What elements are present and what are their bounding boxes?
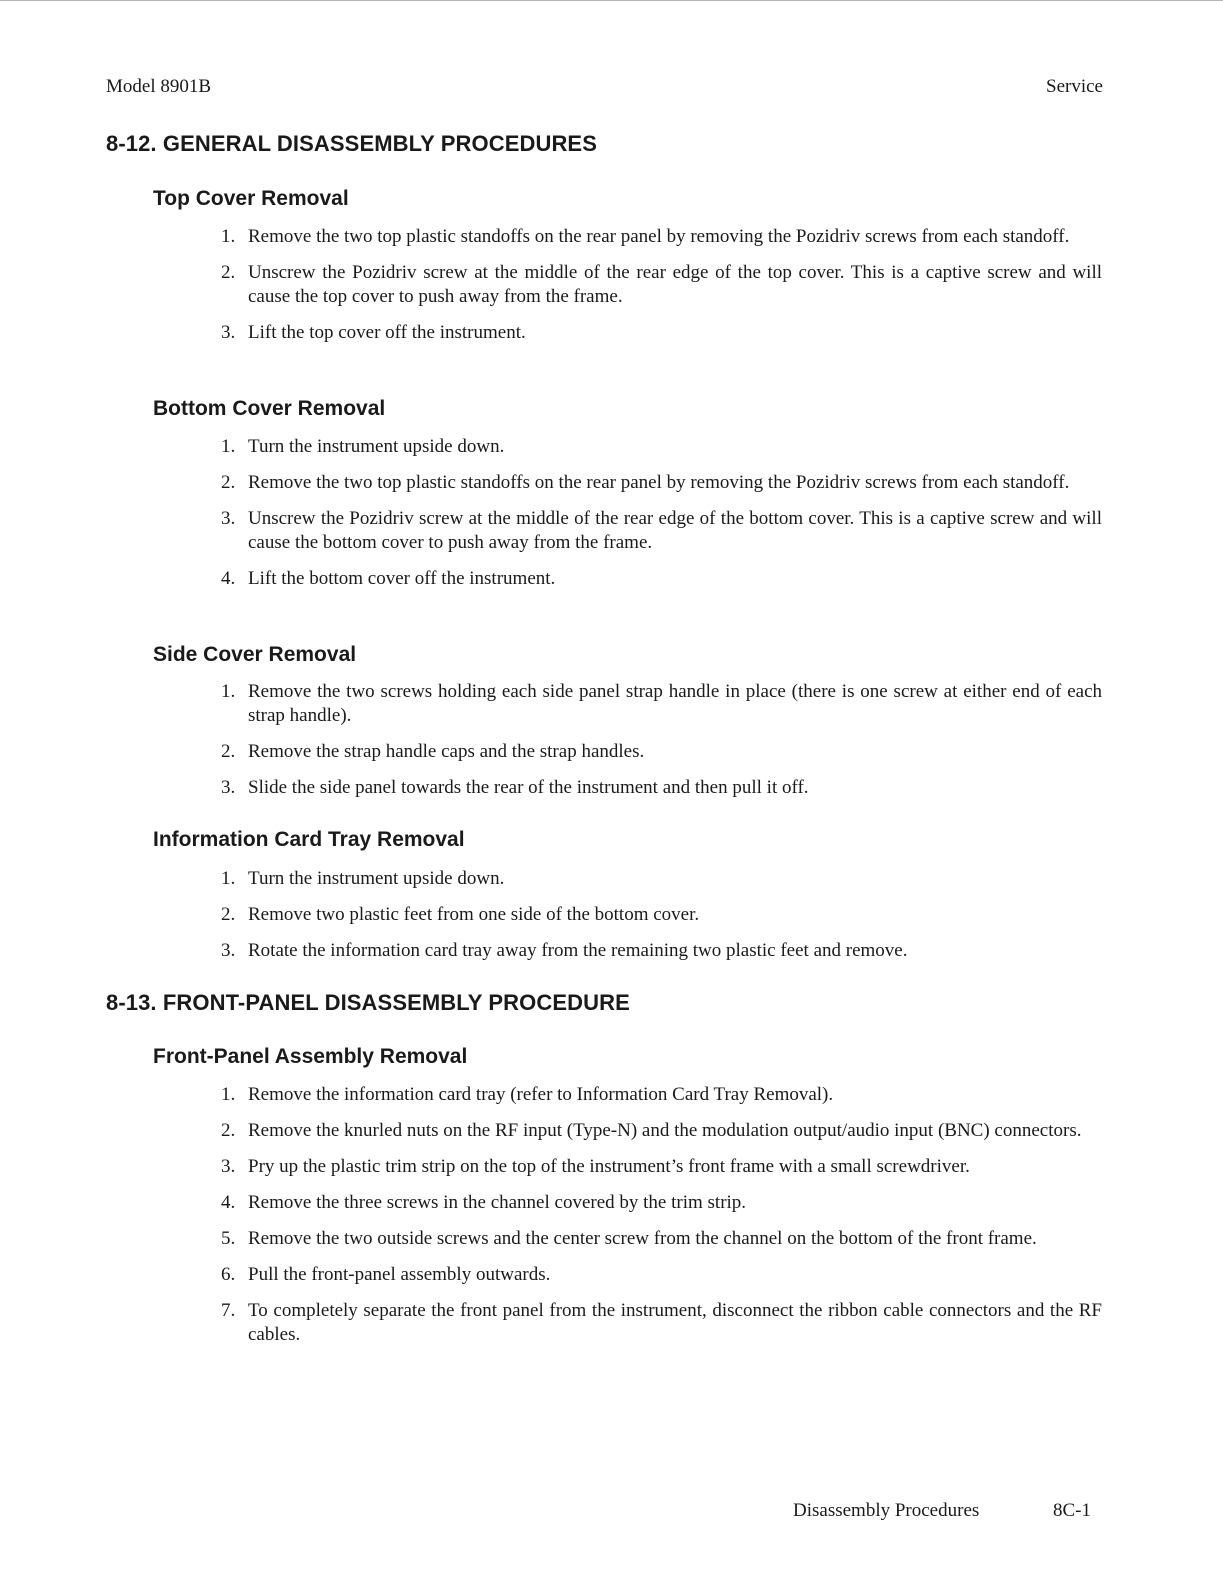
list-item: 3 . Lift the top cover off the instrument. (248, 321, 1102, 345)
step-number: 2 . (221, 903, 235, 927)
list-item: 2 . Remove two plastic feet from one side of the bottom cover. (248, 903, 1102, 927)
step-number: 5 . (221, 1227, 235, 1251)
step-number: 4 . (221, 1191, 235, 1215)
list-item: 1 . Remove the information card tray (refer to Information Card Tray Removal). (248, 1083, 1102, 1107)
list-item: 4 . Remove the three screws in the channel covered by the trim strip. (248, 1191, 1102, 1215)
subsection-heading-info-card-tray: Information Card Tray Removal (153, 828, 465, 851)
bottom-cover-steps (221, 435, 1102, 603)
step-number: 1 . (221, 680, 235, 704)
subsection-heading-top-cover: Top Cover Removal (153, 187, 349, 210)
side-cover-steps (221, 680, 1102, 812)
list-item: 3 . Unscrew the Pozidriv screw at the middle of the rear edge of the bottom cover. This is a captive screw and will cause the bottom cover to push away from the frame. (248, 507, 1102, 555)
section-heading-front-panel-disassembly: 8-13. FRONT-PANEL DISASSEMBLY PROCEDURE (106, 990, 630, 1015)
list-item: 4 . Lift the bottom cover off the instrument. (248, 567, 1102, 591)
list-item: 7 . To completely separate the front panel from the instrument, disconnect the ribbon cable connectors and the RF cables. (248, 1299, 1102, 1347)
footer-page-number: 8C-1 (1053, 1500, 1091, 1521)
list-item: 3 . Rotate the information card tray away from the remaining two plastic feet and remove. (248, 939, 1102, 963)
list-item: 1 . Turn the instrument upside down. (248, 867, 1102, 891)
list-item: 5 . Remove the two outside screws and the center screw from the channel on the bottom of the front frame. (248, 1227, 1102, 1251)
subsection-heading-front-panel-assembly: Front-Panel Assembly Removal (153, 1045, 468, 1068)
step-number: 1 . (221, 1083, 235, 1107)
info-card-tray-steps (221, 867, 1102, 975)
header-model: Model 8901B (106, 76, 212, 97)
footer-chapter-title: Disassembly Procedures (793, 1500, 980, 1521)
subsection-heading-side-cover: Side Cover Removal (153, 643, 357, 666)
list-item: 3 . Slide the side panel towards the rear of the instrument and then pull it off. (248, 776, 1102, 800)
top-rule (0, 0, 1223, 1)
step-number: 2 . (221, 1119, 235, 1143)
list-item: 6 . Pull the front-panel assembly outwards. (248, 1263, 1102, 1287)
step-number: 2 . (221, 261, 235, 285)
step-number: 3 . (221, 1155, 235, 1179)
step-number: 2 . (221, 471, 235, 495)
step-number: 2 . (221, 740, 235, 764)
list-item: 1 . Turn the instrument upside down. (248, 435, 1102, 459)
top-cover-steps (221, 225, 1102, 357)
step-number: 7 . (221, 1299, 235, 1323)
step-number: 3 . (221, 507, 235, 531)
step-number: 1 . (221, 435, 235, 459)
list-item: 2 . Remove the two top plastic standoffs on the rear panel by removing the Pozidriv screws from each standoff. (248, 471, 1102, 495)
list-item: 1 . Remove the two screws holding each side panel strap handle in place (there is one screw at either end of each strap handle). (248, 680, 1102, 728)
step-number: 3 . (221, 321, 235, 345)
subsection-heading-bottom-cover: Bottom Cover Removal (153, 397, 386, 420)
step-number: 3 . (221, 776, 235, 800)
list-item: 2 . Remove the knurled nuts on the RF input (Type-N) and the modulation output/audio input (BNC) connectors. (248, 1119, 1102, 1143)
section-heading-general-disassembly: 8-12. GENERAL DISASSEMBLY PROCEDURES (106, 131, 597, 156)
list-item: 2 . Remove the strap handle caps and the strap handles. (248, 740, 1102, 764)
list-item: 2 . Unscrew the Pozidriv screw at the middle of the rear edge of the top cover. This is a captive screw and will cause the top cover to push away from the frame. (248, 261, 1102, 309)
step-number: 3 . (221, 939, 235, 963)
step-number: 1 . (221, 225, 235, 249)
step-number: 6 . (221, 1263, 235, 1287)
list-item: 3 . Pry up the plastic trim strip on the top of the instrument’s front frame with a small screwdriver. (248, 1155, 1102, 1179)
list-item: 1 . Remove the two top plastic standoffs on the rear panel by removing the Pozidriv screws from each standoff. (248, 225, 1102, 249)
front-panel-steps (221, 1083, 1102, 1359)
step-number: 1 . (221, 867, 235, 891)
step-number: 4 . (221, 567, 235, 591)
header-section: Service (1046, 76, 1103, 97)
